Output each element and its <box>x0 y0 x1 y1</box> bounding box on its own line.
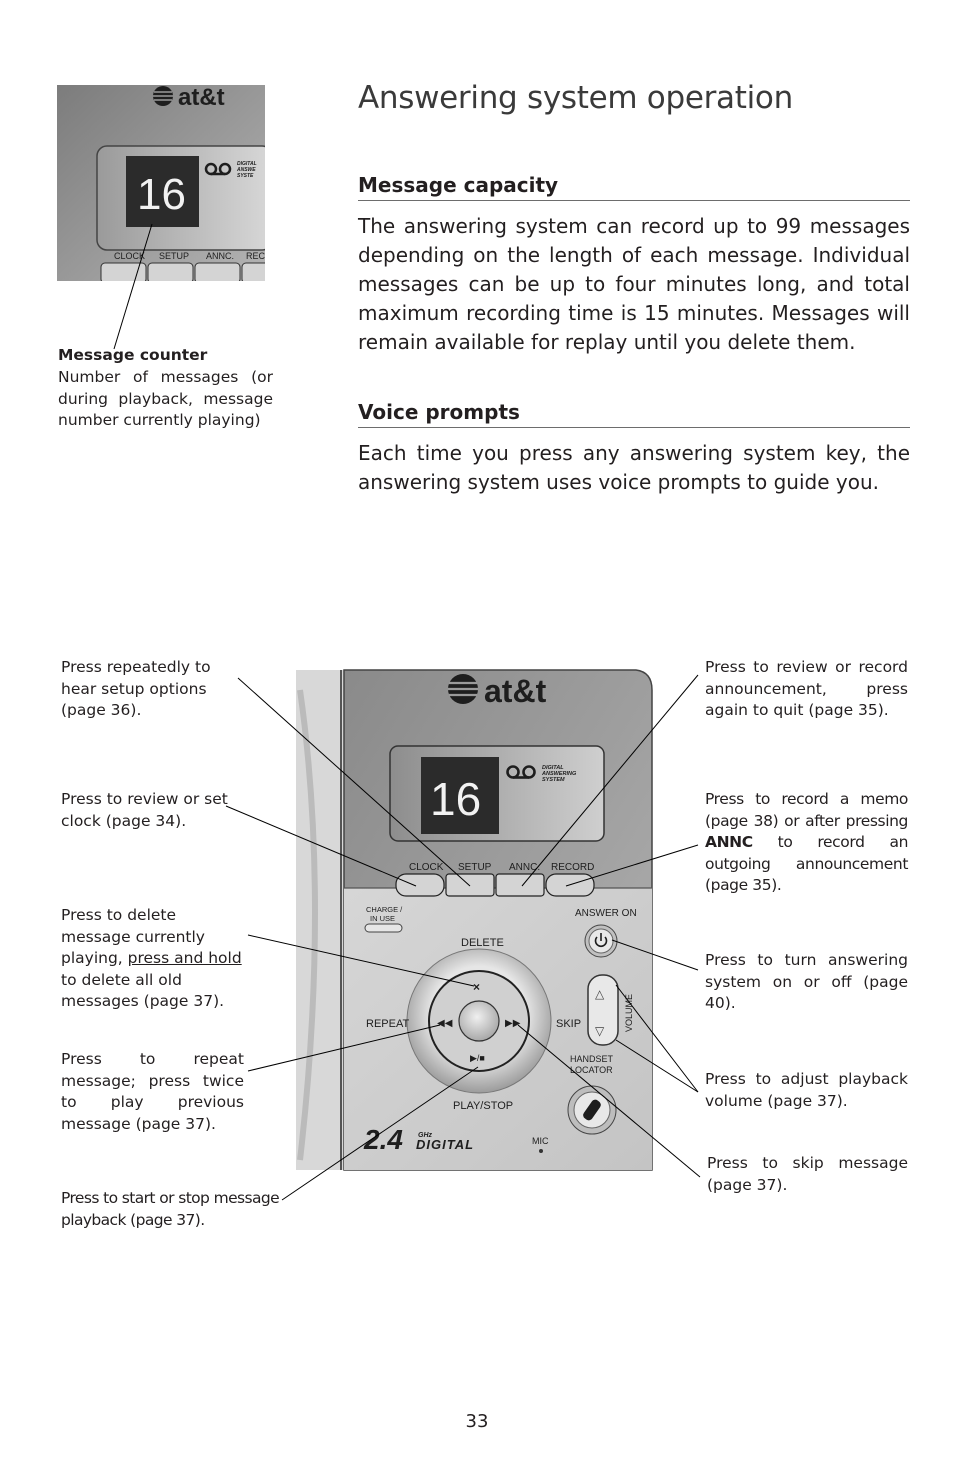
svg-text:SYSTEM: SYSTEM <box>542 777 565 783</box>
svg-text:DIGITAL: DIGITAL <box>542 765 564 771</box>
message-capacity-text: The answering system can record up to 99 messages depending on the length of each message. Individual messages can be up to four minutes long, and total maximum recording time is 15 minutes. Messages will remain available for replay until you delete them. <box>358 214 910 354</box>
callout-repeat: Press to repeat message; press twice to play previous message (page 37). <box>61 1050 244 1133</box>
callout-delete: Press to delete message currently playing, press and hold to delete all old messages (page 37). <box>61 906 242 1010</box>
svg-text:LOCATOR: LOCATOR <box>570 1065 613 1075</box>
digital-logo-word: DIGITAL <box>416 1137 475 1152</box>
press-and-hold-emphasis: press and hold <box>127 949 242 967</box>
svg-text:ANSWE: ANSWE <box>237 167 256 173</box>
att-globe-icon <box>448 674 478 704</box>
annc-key-label: ANNC. <box>509 862 541 873</box>
svg-text:REC: REC <box>246 251 265 261</box>
brand-logo: at&t <box>178 85 225 111</box>
svg-text:ANSWERING: ANSWERING <box>542 771 577 777</box>
setup-key-label: SETUP <box>458 862 492 873</box>
setup-key <box>446 874 494 896</box>
svg-text:DELETE: DELETE <box>461 937 504 949</box>
callout-clock: Press to review or set clock (page 34). <box>61 790 228 830</box>
svg-text:SKIP: SKIP <box>556 1018 582 1030</box>
svg-text:PLAY/STOP: PLAY/STOP <box>453 1100 514 1112</box>
skip-icon: ▶▶ <box>505 1018 521 1029</box>
delete-icon: × <box>473 980 481 994</box>
volume-up-icon: △ <box>595 987 605 1001</box>
voice-prompts-text: Each time you press any answering system key, the answering system uses voice prompts to guide you. <box>358 441 910 494</box>
play-stop-icon: ▶/■ <box>470 1053 485 1063</box>
page-title: Answering system operation <box>358 80 793 116</box>
callout-answer-on: Press to turn answering system on or off (page 40). <box>705 951 908 1012</box>
svg-text:CHARGE /: CHARGE / <box>366 905 403 914</box>
message-counter-description: Number of messages (or during playback, message number currently playing) <box>58 368 273 429</box>
side-panel <box>296 670 344 1170</box>
callout-volume: Press to adjust playback volume (page 37). <box>705 1070 908 1110</box>
brand-logo: at&t <box>484 673 547 709</box>
svg-text:ANSWER ON: ANSWER ON <box>575 908 637 919</box>
svg-text:REPEAT: REPEAT <box>366 1018 410 1030</box>
callout-skip: Press to skip message (page 37). <box>707 1154 908 1194</box>
page-number: 33 <box>465 1411 489 1432</box>
record-key-label: RECORD <box>551 862 595 873</box>
section-heading-message-capacity: Message capacity <box>358 173 910 201</box>
volume-down-icon: ▽ <box>595 1024 605 1038</box>
mic-hole <box>539 1149 543 1153</box>
annc-key <box>496 874 544 896</box>
message-counter-value: 16 <box>430 773 482 825</box>
repeat-icon: ◀◀ <box>437 1018 453 1029</box>
svg-text:SYSTE: SYSTE <box>237 173 254 179</box>
callout-setup: Press repeatedly to hear setup options (page 36). <box>61 658 211 719</box>
callout-annc: Press to review or record announcement, press again to quit (page 35). <box>705 658 908 719</box>
svg-text:VOLUME: VOLUME <box>624 993 634 1032</box>
svg-text:MIC: MIC <box>532 1136 549 1146</box>
clock-key-label: CLOCK <box>409 862 444 873</box>
svg-text:ANNC.: ANNC. <box>206 251 235 261</box>
callout-record: Press to record a memo (page 38) or after pressing ANNC to record an outgoing announcement (page 35). <box>705 790 908 894</box>
digital-logo-number: 2.4 <box>364 1124 403 1155</box>
svg-text:HANDSET: HANDSET <box>570 1054 614 1064</box>
svg-text:GHz: GHz <box>418 1132 432 1139</box>
svg-text:IN USE: IN USE <box>370 914 396 923</box>
annc-emphasis: ANNC <box>705 833 753 851</box>
svg-text:CLOCK: CLOCK <box>114 251 146 261</box>
svg-text:SETUP: SETUP <box>159 251 190 261</box>
nav-center-button <box>459 1001 499 1041</box>
section-heading-voice-prompts: Voice prompts <box>358 400 910 428</box>
clock-key <box>396 874 444 896</box>
callout-play-stop: Press to start or stop message playback (page 37). <box>61 1189 280 1229</box>
charge-indicator <box>365 924 402 932</box>
message-counter-title: Message counter <box>58 346 208 364</box>
message-counter-value: 16 <box>137 170 186 219</box>
svg-text:DIGITAL: DIGITAL <box>237 161 257 167</box>
